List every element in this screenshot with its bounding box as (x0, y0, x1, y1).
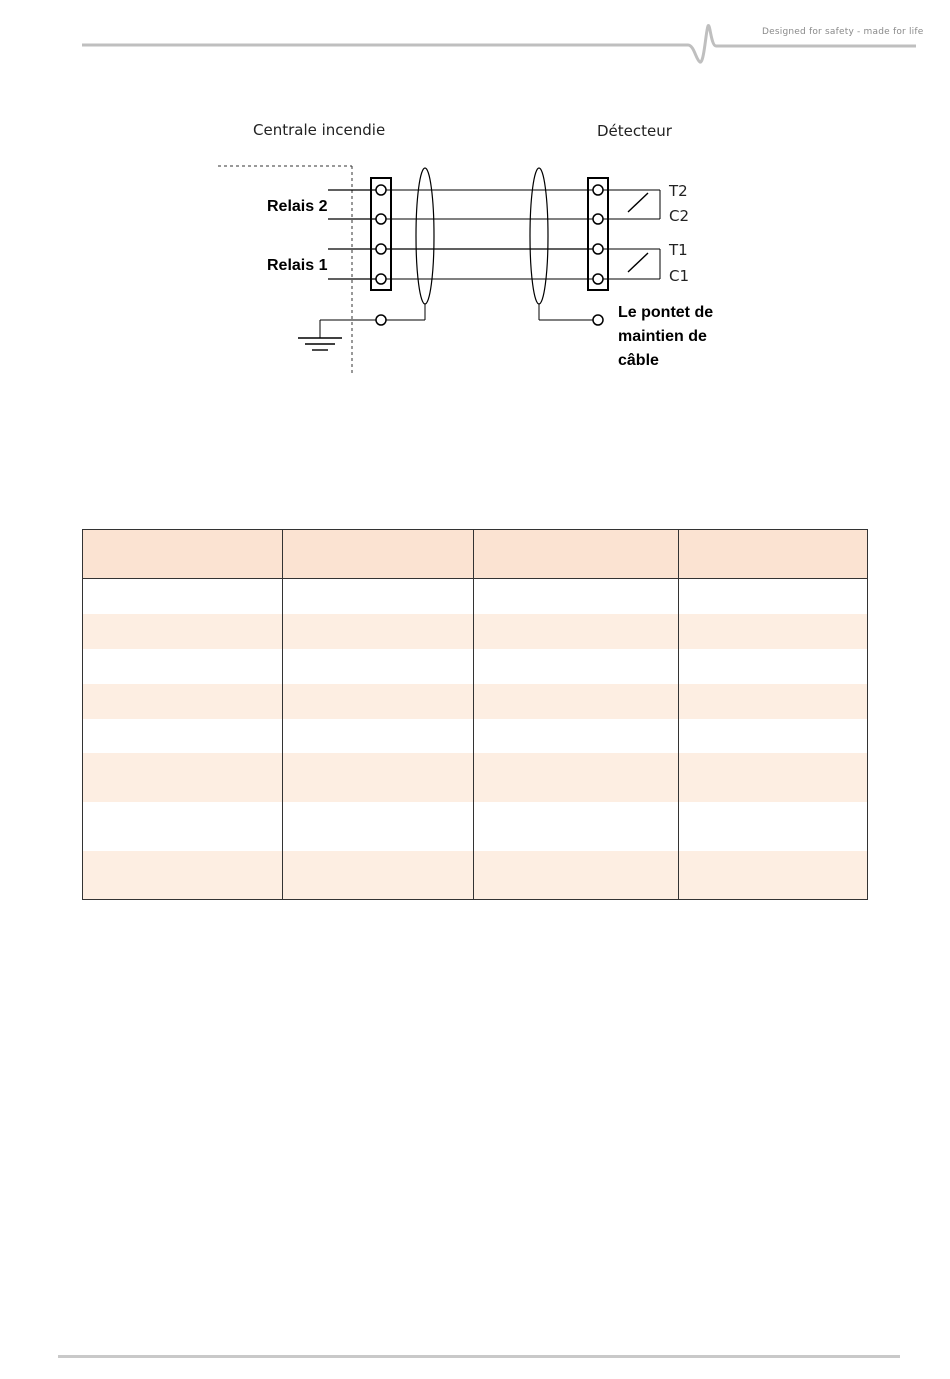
table-header-cell (83, 530, 283, 579)
table-row (83, 719, 868, 753)
terminal-label-c1: C1 (669, 267, 690, 285)
table-row (83, 851, 868, 900)
table-cell (679, 684, 868, 719)
table-row (83, 649, 868, 684)
panel-terminal (376, 244, 386, 254)
table-cell (474, 802, 679, 851)
table-cell (474, 614, 679, 649)
table-header-cell (679, 530, 868, 579)
table-row (83, 579, 868, 614)
table-cell (83, 802, 283, 851)
cable-bracket-label-line-3: câble (618, 352, 659, 369)
panel-terminal (376, 185, 386, 195)
wiring-diagram (0, 100, 950, 400)
earth-terminal (376, 315, 386, 325)
header-tagline: Designed for safety - made for life (762, 27, 924, 37)
cable-shield-left (416, 168, 434, 304)
table-cell (83, 614, 283, 649)
table-cell (474, 753, 679, 802)
table-cell (282, 851, 474, 900)
table-cell (83, 684, 283, 719)
table-cell (282, 649, 474, 684)
detector-terminal (593, 185, 603, 195)
table-cell (474, 579, 679, 614)
detector-terminal (593, 214, 603, 224)
table-cell (282, 614, 474, 649)
cable-bracket-label-line-2: maintien de (618, 328, 707, 345)
detector-terminal (593, 274, 603, 284)
relay-2-label: Relais 2 (267, 198, 328, 215)
table-cell (679, 753, 868, 802)
table-cell (679, 649, 868, 684)
table-header-row (83, 530, 868, 579)
table-header-cell (474, 530, 679, 579)
table-header-cell (282, 530, 474, 579)
table-cell (282, 719, 474, 753)
terminal-label-t2: T2 (669, 182, 688, 200)
table-cell (679, 579, 868, 614)
terminal-label-c2: C2 (669, 207, 690, 225)
table-cell (679, 851, 868, 900)
table-row (83, 802, 868, 851)
table-cell (83, 579, 283, 614)
table-row (83, 753, 868, 802)
table-cell (282, 753, 474, 802)
footer-rule (58, 1355, 900, 1358)
relay-2-contact-switch (628, 193, 648, 212)
panel-terminal (376, 214, 386, 224)
table-cell (474, 649, 679, 684)
terminal-label-t1: T1 (669, 241, 688, 259)
table-cell (83, 719, 283, 753)
detector-terminal (593, 244, 603, 254)
table-cell (83, 851, 283, 900)
table-cell (282, 579, 474, 614)
table-cell (282, 684, 474, 719)
table-row (83, 614, 868, 649)
table-cell (679, 614, 868, 649)
table-cell (679, 719, 868, 753)
table-cell (474, 719, 679, 753)
table-cell (282, 802, 474, 851)
cable-bracket-label-line-1: Le pontet de (618, 304, 714, 321)
table-cell (83, 649, 283, 684)
table-row (83, 684, 868, 719)
cable-bracket-terminal (593, 315, 603, 325)
cable-shield-right (530, 168, 548, 304)
fire-panel-title: Centrale incendie (253, 121, 386, 139)
table-cell (679, 802, 868, 851)
table-cell (474, 851, 679, 900)
table-cell (83, 753, 283, 802)
detector-title: Détecteur (597, 122, 672, 140)
panel-terminal (376, 274, 386, 284)
header-rule (0, 0, 950, 80)
relay-1-contact-switch (628, 253, 648, 272)
wiring-table (82, 529, 868, 900)
relay-1-label: Relais 1 (267, 257, 328, 274)
table-cell (474, 684, 679, 719)
